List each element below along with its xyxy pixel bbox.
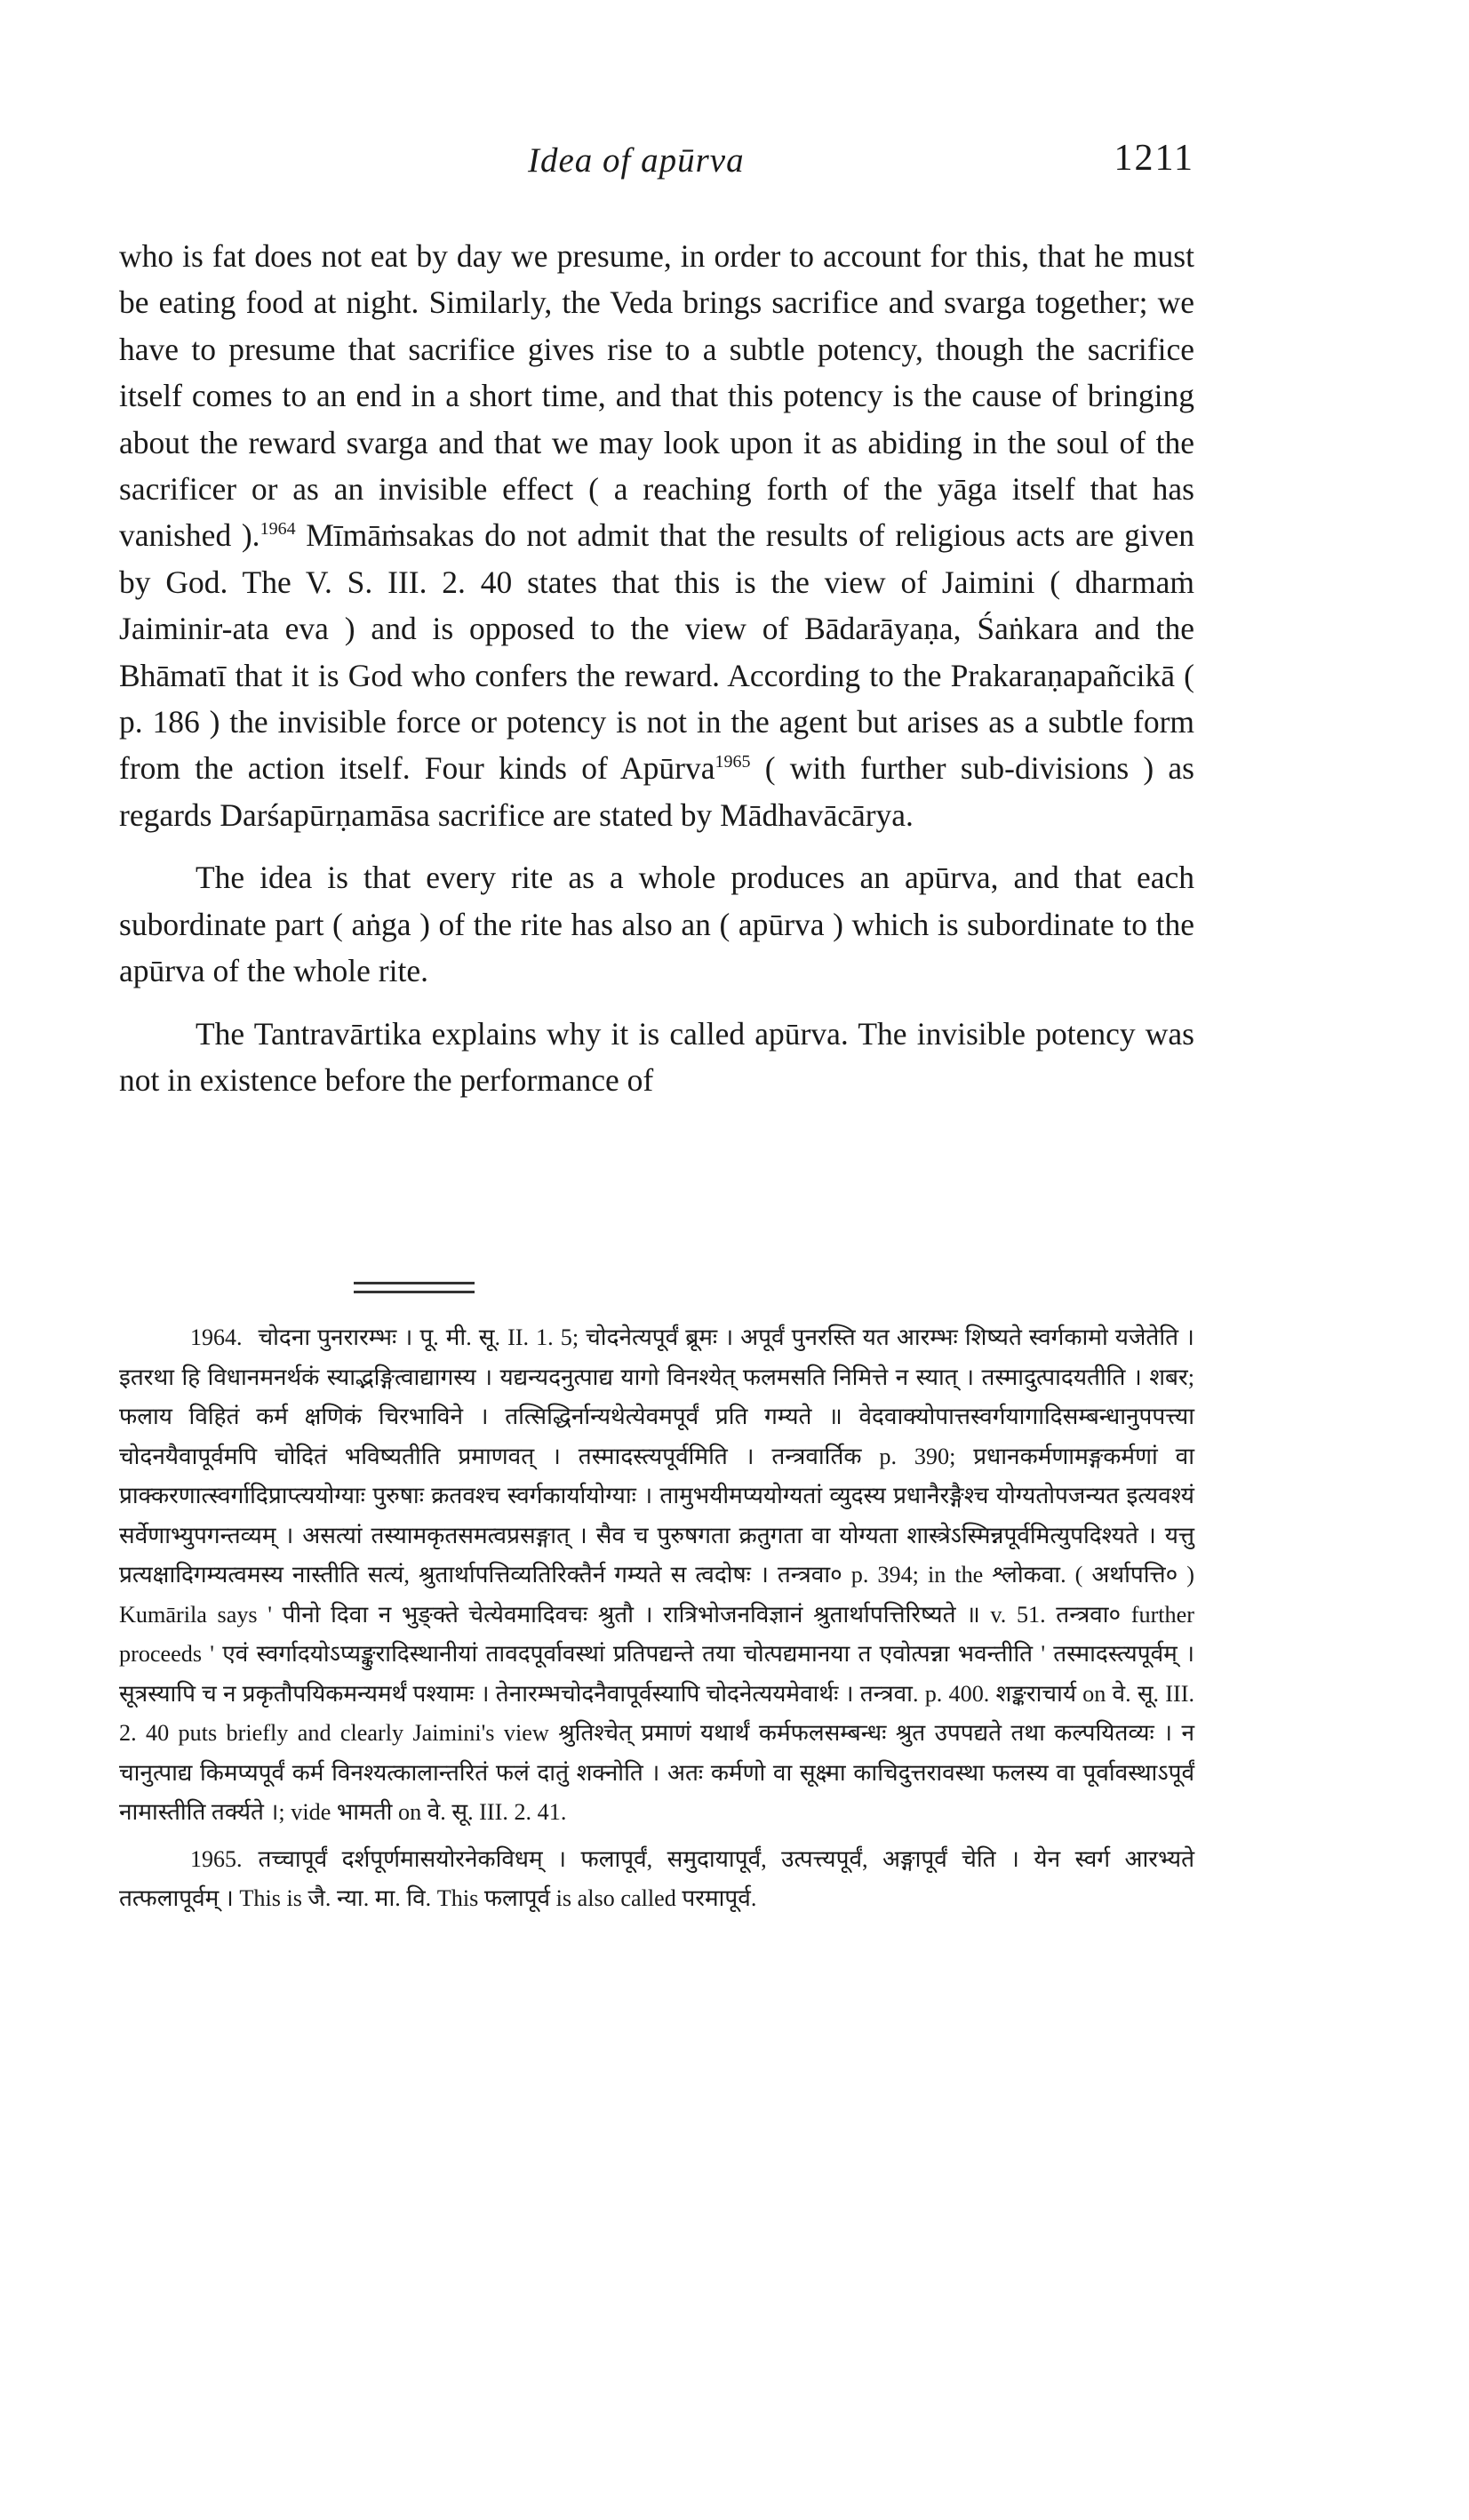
paragraph-3: The Tantravārtika explains why it is called apūrva. The invisible potency was not in existence before the performance of — [119, 1015, 1194, 1098]
running-title: Idea of apūrva — [528, 141, 745, 180]
footnote-ref-1965: 1965 — [715, 752, 751, 772]
footnote-text: चोदना पुनरारम्भः । पू. मी. सू. II. 1. 5; चोदनेत्यपूर्वं ब्रूमः । अपूर्वं पुनरस्ति यत आरम्भः शिष्यते स्वर्गकामो यजेतेति । इतरथा हि विधानमनर्थकं स्याद्भङ्गित्वाद्यागस्य । यद्यन्यदनुत्पाद्य यागो विनश्येत् फलमसति निमित्ते न स्यात् । तस्मादुत्पादयतीति । शबर; फलाय विहितं कर्म क्षणिकं चिरभाविने । तत्सिद्धिर्नान्यथेत्येवमपूर्वं प्रति गम्यते ॥ वेदवाक्योपात्तस्वर्गयागादिसम्बन्धानुपपत्त्या चोदनयैवापूर्वमपि चोदितं भविष्यतीति प्रमाणवत् । तस्मादस्त्यपूर्वमिति । तन्त्रवार्तिक p. 390; प्रधानकर्मणामङ्गकर्मणां वा प्राक्करणात्स्वर्गादिप्राप्त्ययोग्याः पुरुषाः क्रतवश्च स्वर्गकार्यायोग्याः । तामुभयीमप्ययोग्यतां व्युदस्य प्रधानैरङ्गैश्च योग्यतोपजन्यत इत्यवश्यं सर्वेणाभ्युपगन्तव्यम् । असत्यां तस्यामकृतसमत्वप्रसङ्गात् । सैव च पुरुषगता क्रतुगता वा योग्यता शास्त्रेऽस्मिन्नपूर्वमित्युपदिश्यते । यत्तु प्रत्यक्षादिगम्यत्वमस्य नास्तीति सत्यं, श्रुतार्थापत्तिव्यतिरिक्तैर्न गम्यते स त्वदोषः । तन्त्रवा० p. 394; in the श्लोकवा. ( अर्थापत्ति० ) Kumārila says ' पीनो दिवा न भुङ्क्ते चेत्येवमादिवचः श्रुतौ । रात्रिभोजनविज्ञानं श्रुतार्थापत्तिरिष्यते ॥ v. 51. तन्त्रवा० further proceeds ' एवं स्वर्गादयोऽप्यङ्कुरादिस्थानीयां तावदपूर्वावस्थां प्रतिपद्यन्ते तया चोत्पद्यमानया त एवोत्पन्ना भवन्तीति ' तस्मादस्त्यपूर्वम् । सूत्रस्यापि च न प्रकृतौपयिकमन्यमर्थं पश्यामः । तेनारम्भचोदनैवापूर्वस्यापि चोदनेत्ययमेवार्थः । तन्त्रवा. p. 400. शङ्कराचार्य on वे. सू. III. 2. 40 puts briefly and clearly Jaimini's view श्रुतिश्चेत् प्रमाणं यथार्थं कर्मफलसम्बन्धः श्रुत उपपद्यते तथा कल्पयितव्यः । न चानुत्पाद्य किमप्यपूर्वं कर्म विनश्यत्कालान्तरितं फलं दातुं शक्नोति । अतः कर्मणो वा सूक्ष्मा काचिदुत्तरावस्था फलस्य वा पूर्वावस्थाऽपूर्वं नामास्तीति तर्क्यते ।; vide भामती on वे. सू. III. 2. 41. — [119, 1324, 1194, 1825]
footnote-1965 — [119, 1840, 1194, 1919]
paragraph-1-part-c: ( with further sub-divisions ) as regards Darśapūrṇamāsa sacrifice are stated by Mādhavācārya. — [119, 750, 1194, 833]
main-text — [119, 233, 1194, 1103]
page-number: 1211 — [1114, 138, 1194, 179]
paragraph-1-part-b: Mīmāṁsakas do not admit that the results of religious acts are given by God. The V. S. III. 2. 40 states that this is the view of Jaimini ( dharmaṁ Jaiminir-ata eva ) and is opposed to the view of Bādarāyaṇa, Śaṅkara and the Bhāmatī that it is God who confers the reward. According to the Prakaraṇapañcikā ( p. 186 ) the invisible force or potency is not in the agent but arises as a subtle form from the action itself. Four kinds of Apūrva — [119, 517, 1194, 787]
footnote-ref-1964: 1964 — [259, 519, 296, 540]
paragraph-1 — [119, 233, 1194, 838]
footnote-separator-bottom — [354, 1291, 475, 1293]
footnote-separator-top — [354, 1282, 475, 1284]
footnote-text: तच्चापूर्वं दर्शपूर्णमासयोरनेकविधम् । फलापूर्वं, समुदायापूर्वं, उत्पत्त्यपूर्वं, अङ्गापूर्वं चेति । येन स्वर्ग आरभ्यते तत्फलापूर्वम् । This is जै. न्या. मा. वि. This फलापूर्व is also called परमापूर्व. — [119, 1845, 1194, 1911]
footnote-label: 1965. — [190, 1845, 243, 1872]
page-header — [119, 140, 1194, 194]
paragraph-1-part-a: who is fat does not eat by day we presume, in order to account for this, that he must be eating food at night. Similarly, the Veda brings sacrifice and svarga together; we have to presume that sacrifice gives rise to a subtle potency, though the sacrifice itself comes to an end in a short time, and that this potency is the cause of bringing about the reward svarga and that we may look upon it as abiding in the soul of the sacrificer or as an invisible effect ( a reaching forth of the yāga itself that has vanished ). — [119, 238, 1194, 554]
footnotes — [119, 1318, 1194, 1919]
footnote-label: 1964. — [190, 1324, 243, 1350]
paragraph-2: The idea is that every rite as a whole produces an apūrva, and that each subordinate part ( aṅga ) of the rite has also an ( apūrva ) which is subordinate to the apūrva of the whole rite. — [119, 860, 1194, 989]
footnote-1964 — [119, 1318, 1194, 1833]
